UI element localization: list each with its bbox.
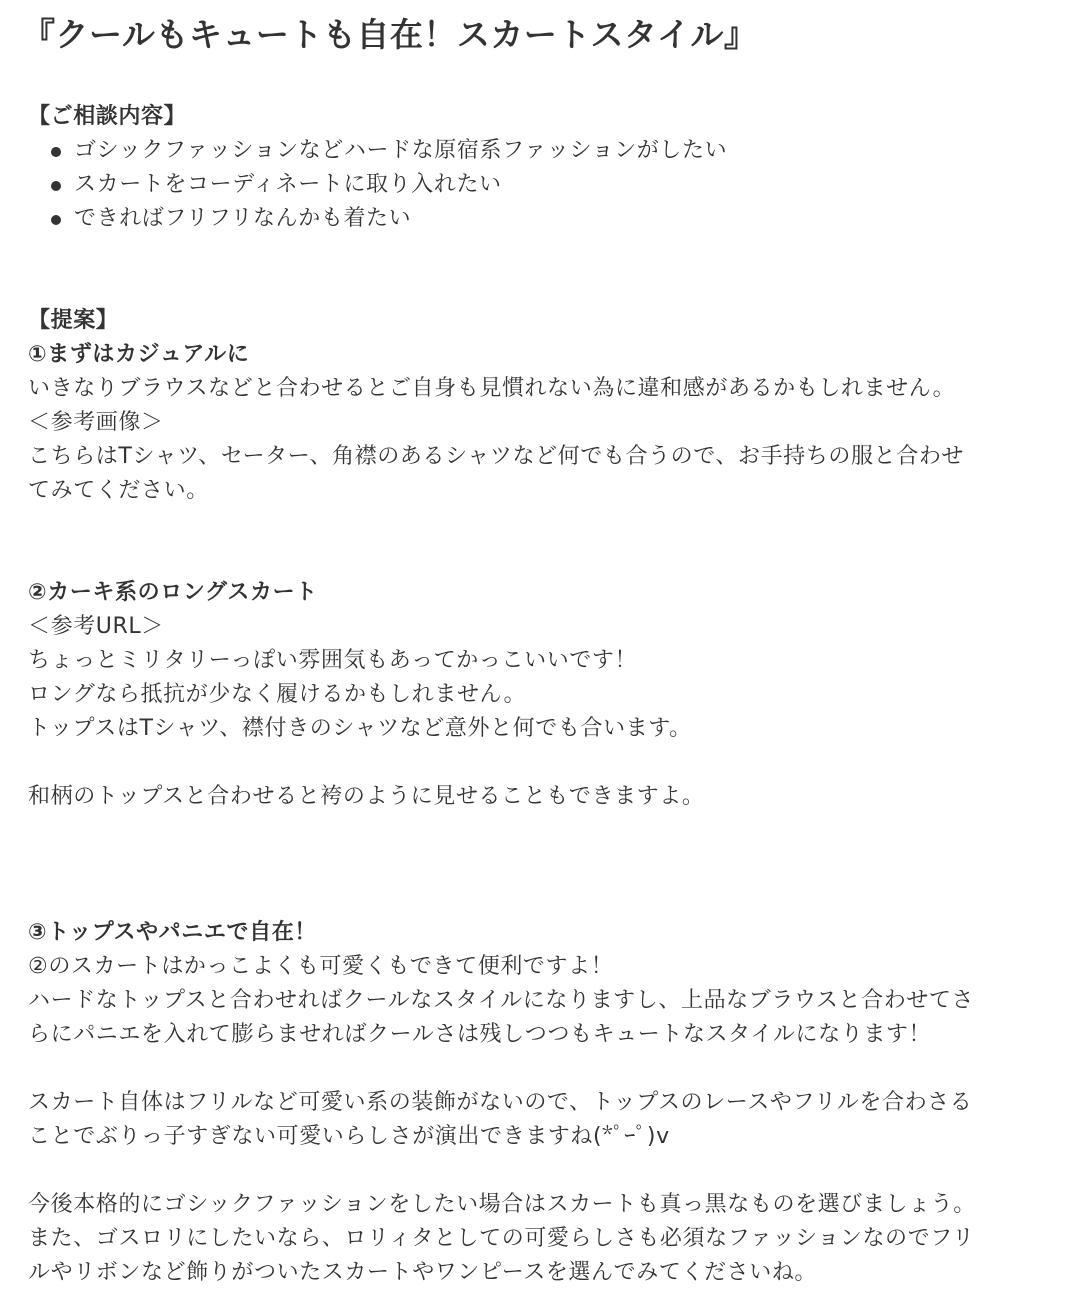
bullet-icon	[51, 215, 61, 225]
proposal-1-text: てみてください。	[28, 478, 209, 503]
proposal-2-text: 和柄のトップスと合わせると袴のように見せることもできますよ。	[28, 784, 705, 809]
proposal-2-text: ロングなら抵抗が少なく履けるかもしれません。	[28, 682, 527, 707]
list-item-text: できればフリフリなんかも着たい	[74, 206, 412, 231]
proposal-1-reference-label: ＜参考画像＞	[28, 410, 164, 435]
proposal-3-text: また、ゴスロリにしたいなら、ロリィタとしての可愛らしさも必須なファッションなのでフリ	[28, 1226, 975, 1251]
proposal-2-text: ちょっとミリタリーっぽい雰囲気もあってかっこいいです！	[28, 648, 638, 673]
proposal-1-title: ①まずはカジュアルに	[28, 342, 250, 367]
proposal-1-text: いきなりブラウスなどと合わせるとご自身も見慣れない為に違和感があるかもしれません。	[28, 376, 956, 401]
proposal-1-text: こちらはTシャツ、セーター、角襟のあるシャツなど何でも合うので、お手持ちの服と合わせ	[28, 444, 965, 469]
proposal-2-reference-label: ＜参考URL＞	[28, 614, 164, 639]
bullet-icon	[51, 147, 61, 157]
list-item	[46, 168, 1044, 202]
proposal-3-text: ハードなトップスと合わせればクールなスタイルになりますし、上品なブラウスと合わせてさ	[28, 988, 975, 1013]
consultation-list	[28, 134, 1044, 236]
proposal-3-text: 今後本格的にゴシックファッションをしたい場合はスカートも真っ黒なものを選びましょう。	[28, 1192, 976, 1217]
list-item	[46, 134, 1044, 168]
list-item-text: ゴシックファッションなどハードな原宿系ファッションがしたい	[74, 138, 728, 163]
proposal-2-title: ②カーキ系のロングスカート	[28, 580, 318, 605]
proposal-heading: 【提案】	[28, 308, 119, 333]
page-title: 『クールもキュートも自在！スカートスタイル』	[22, 15, 758, 54]
proposal-2-text: トップスはTシャツ、襟付きのシャツなど意外と何でも合います。	[28, 716, 692, 741]
list-item-text: スカートをコーディネートに取り入れたい	[74, 172, 502, 197]
proposal-3-text: ②のスカートはかっこよくも可愛くもできて便利ですよ！	[28, 954, 614, 979]
proposal-3-text: らにパニエを入れて膨らませればクールさは残しつつもキュートなスタイルになります！	[28, 1022, 932, 1047]
list-item	[46, 202, 1044, 236]
proposal-3-title: ③トップスやパニエで自在！	[28, 920, 317, 945]
proposal-3-text: ルやリボンなど飾りがついたスカートやワンピースを選んでみてくださいね。	[28, 1260, 818, 1285]
bullet-icon	[51, 181, 61, 191]
consultation-heading: 【ご相談内容】	[28, 104, 187, 129]
proposal-3-text: スカート自体はフリルなど可愛い系の装飾がないので、トップスのレースやフリルを合わさる	[28, 1090, 973, 1115]
proposal-3-text: ことでぶりっ子すぎない可愛いらしさが演出できますね(*ﾟｰﾟ)v	[28, 1124, 670, 1149]
